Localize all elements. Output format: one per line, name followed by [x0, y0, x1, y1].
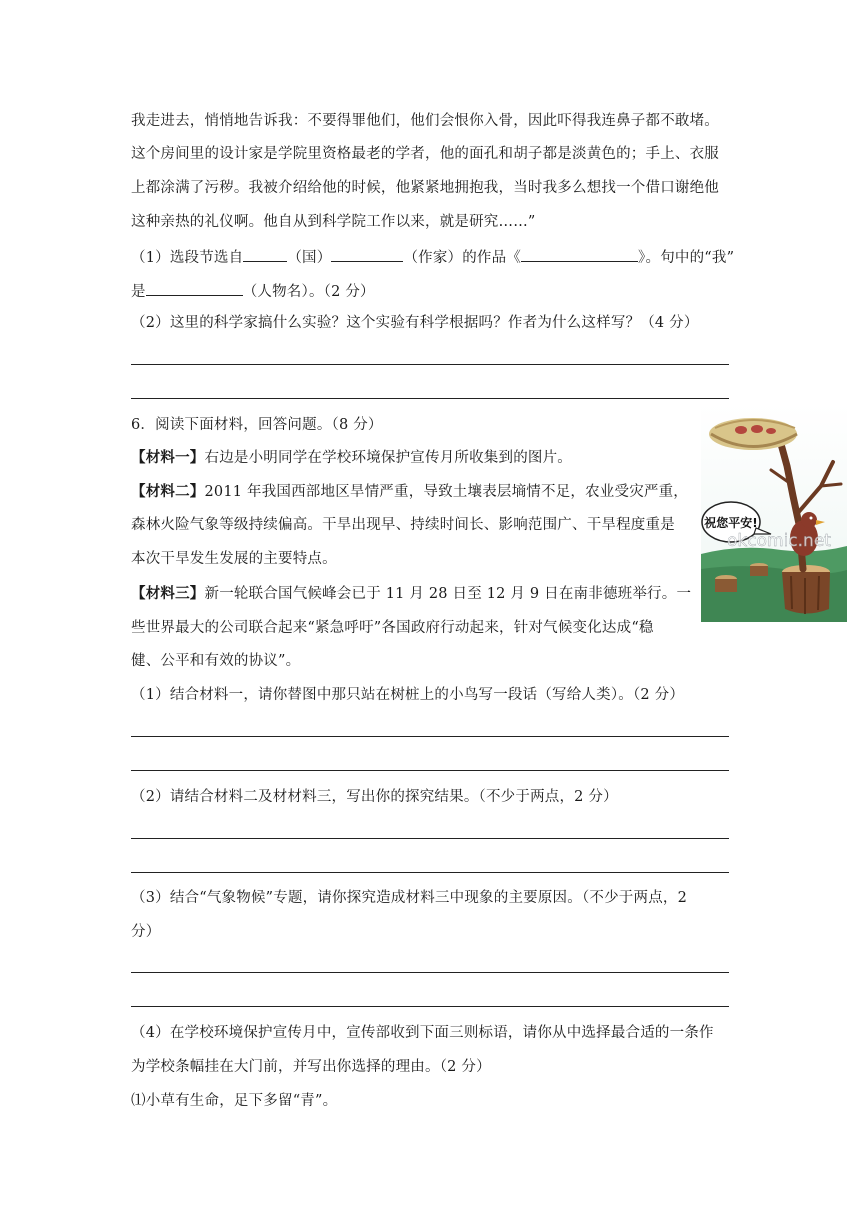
- material-2: 【材料二】2011 年我国西部地区旱情严重，导致土壤表层墒情不足，农业受灾严重，: [131, 483, 689, 500]
- answer-blank-author[interactable]: [331, 246, 403, 262]
- answer-blank-country[interactable]: [243, 246, 287, 262]
- answer-blank-title[interactable]: [521, 246, 638, 262]
- passage-line: 上都涂满了污秽。我被介绍给他的时候，他紧紧地拥抱我，当时我多么想找一个借口谢绝他: [131, 180, 719, 196]
- answer-line[interactable]: [131, 872, 729, 873]
- passage-line: 这个房间里的设计家是学院里资格最老的学者，他的面孔和胡子都是淡黄色的；手上、衣服: [131, 146, 719, 162]
- question-6-1: （1）结合材料一，请你替图中那只站在树桩上的小鸟写一段话（写给人类）。（2 分）: [131, 687, 685, 703]
- watermark: okcomic.net: [727, 531, 831, 551]
- question-6-3: （3）结合“气象物候”专题，请你探究造成材料三中现象的主要原因。（不少于两点，2: [131, 890, 688, 906]
- material-2-line: 森林火险气象等级持续偏高。干旱出现早、持续时间长、影响范围广、干旱程度重是: [131, 517, 675, 533]
- answer-line[interactable]: [131, 838, 729, 839]
- passage-line: 我走进去，悄悄地告诉我：不要得罪他们，他们会恨你入骨，因此吓得我连鼻子都不敢堵。: [131, 113, 719, 129]
- material-3-line: 健、公平和有效的协议”。: [131, 653, 301, 669]
- answer-line[interactable]: [131, 736, 729, 737]
- question-6-2: （2）请结合材料二及材材料三，写出你的探究结果。（不少于两点，2 分）: [131, 789, 618, 805]
- question-6-3-cont: 分）: [131, 924, 161, 940]
- question-6-title: 6．阅读下面材料，回答问题。（8 分）: [131, 417, 383, 433]
- question-5-1: （1）选段节选自 （国） （作家）的作品《 》。句中的“我”: [131, 246, 731, 268]
- material-3-line: 些世界最大的公司联合起来“紧急呼吁”各国政府行动起来，针对气候变化达成“稳: [131, 620, 654, 636]
- question-6-4-cont: 为学校条幅挂在大门前，并写出你选择的理由。（2 分）: [131, 1059, 491, 1075]
- answer-line[interactable]: [131, 972, 729, 973]
- question-6-4: （4）在学校环境保护宣传月中，宣传部收到下面三则标语，请你从中选择最合适的一条作: [131, 1025, 714, 1041]
- answer-line[interactable]: [131, 398, 729, 399]
- slogan-option: ⑴小草有生命，足下多留“青”。: [131, 1093, 338, 1109]
- passage-line: 这种亲热的礼仪啊。他自从到科学院工作以来，就是研究……”: [131, 214, 536, 230]
- material-3: 【材料三】新一轮联合国气候峰会已于 11 月 28 日至 12 月 9 日在南非德班举行。一: [131, 585, 692, 602]
- answer-line[interactable]: [131, 770, 729, 771]
- answer-blank-character[interactable]: [146, 280, 243, 296]
- answer-line[interactable]: [131, 1006, 729, 1007]
- bird-on-stump-cartoon: [701, 404, 847, 622]
- material-1: 【材料一】右边是小明同学在学校环境保护宣传月所收集到的图片。: [131, 449, 572, 466]
- answer-line[interactable]: [131, 364, 729, 365]
- question-5-2: （2）这里的科学家搞什么实验？这个实验有科学根据吗？作者为什么这样写？（4 分）: [131, 315, 699, 331]
- material-2-line: 本次干旱发生发展的主要特点。: [131, 551, 337, 567]
- question-5-1-cont: 是 （人物名）。（2 分）: [131, 280, 731, 302]
- speech-bubble-text: 祝您平安!: [704, 516, 758, 530]
